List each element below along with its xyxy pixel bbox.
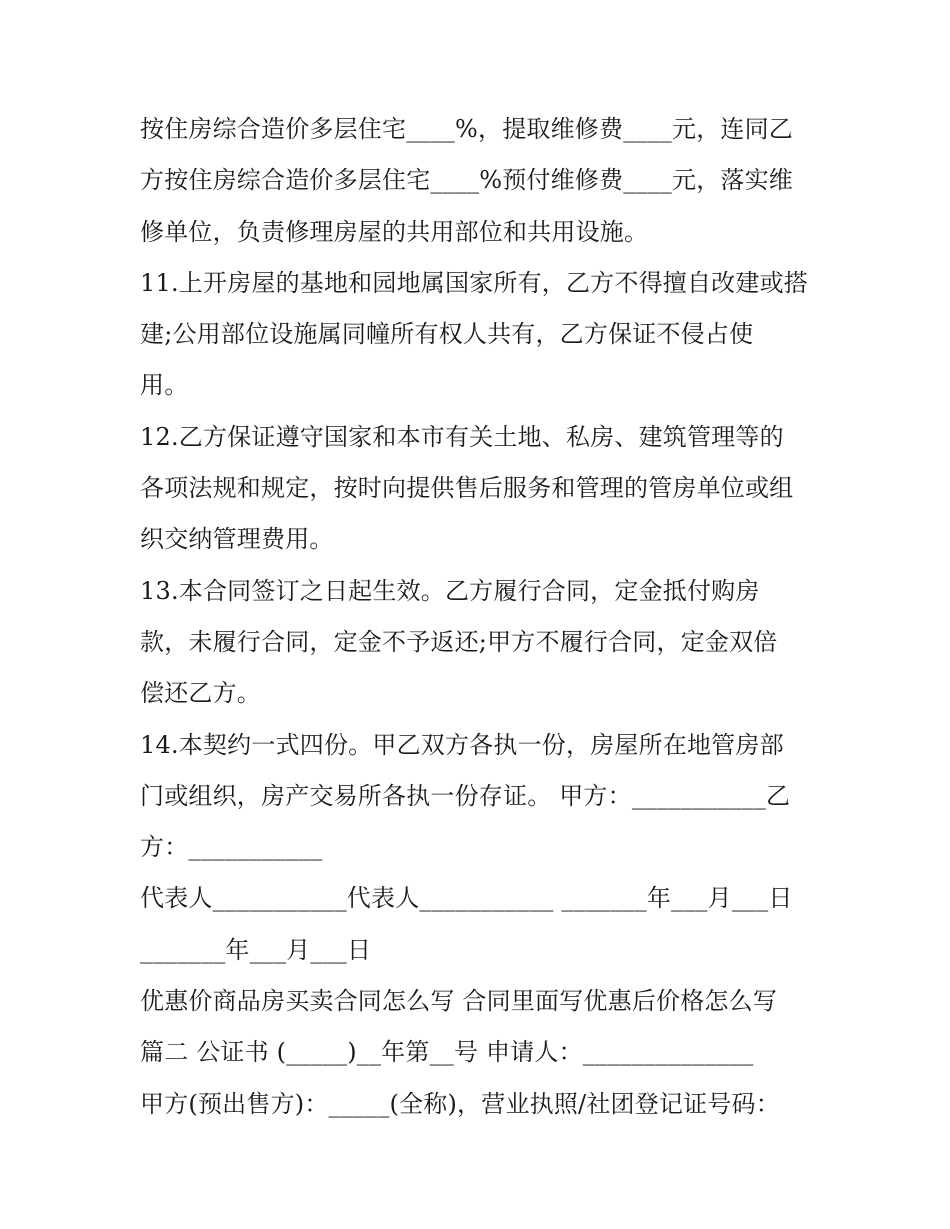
clause-14-line: 14.本契约一式四份。甲乙双方各执一份，房屋所在地管房部 [140, 730, 784, 759]
text-line: 修单位，负责修理房屋的共用部位和共用设施。 [140, 217, 649, 246]
text-line: 偿还乙方。 [140, 679, 261, 708]
clause-12-line: 12.乙方保证遵守国家和本市有关土地、私房、建筑管理等的 [140, 422, 784, 451]
date-line: _______年___月___日 [140, 935, 372, 964]
text-line: 款，未履行合同，定金不予返还;甲方不履行合同，定金双倍 [140, 627, 778, 656]
text-line: 各项法规和规定，按时向提供售后服务和管理的管房单位或组 [140, 474, 794, 503]
clause-11-line: 11.上开房屋的基地和园地属国家所有，乙方不得擅自改建或搭 [140, 268, 808, 297]
text-line: 织交纳管理费用。 [140, 525, 334, 554]
text-line: 方按住房综合造价多层住宅____%预付维修费____元，落实维 [140, 166, 794, 195]
notarial-line: 篇二 公证书 (_____)__年第__号 申请人：______________ [140, 1038, 754, 1067]
text-line: 建;公用部位设施属同幢所有权人共有，乙方保证不侵占使 [140, 320, 754, 349]
clause-13-line: 13.本合同签订之日起生效。乙方履行合同，定金抵付购房 [140, 576, 760, 605]
text-line: 用。 [140, 371, 189, 400]
signature-party-line: 门或组织，房产交易所各执一份存证。 甲方：___________乙 [140, 781, 791, 810]
party-a-line: 甲方(预出售方)：_____(全称)，营业执照/社团登记证号码： [140, 1089, 780, 1118]
representative-line: 代表人___________代表人___________ _______年___月___日 [140, 884, 793, 913]
document-body [140, 104, 820, 1130]
text-line: 按住房综合造价多层住宅____%，提取维修费____元，连同乙 [140, 115, 794, 143]
section-heading-line: 优惠价商品房买卖合同怎么写 合同里面写优惠后价格怎么写 [140, 987, 778, 1016]
signature-party-line: 方：___________ [140, 833, 323, 862]
